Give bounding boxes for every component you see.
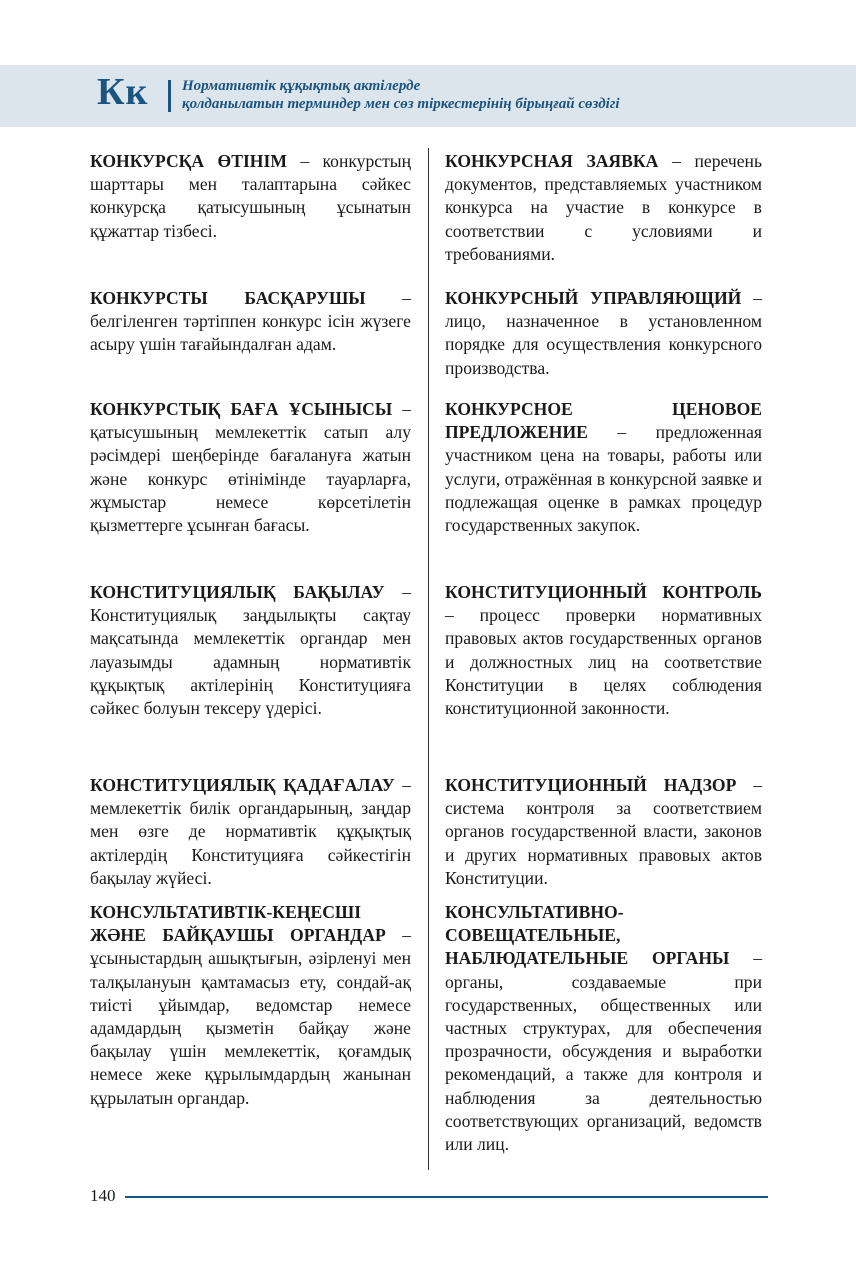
entry-definition: – процесс проверки нормативных правовых актов государственных органов и должностных лиц на соответствие Конституции в целях соблюдения конституционной законности. (445, 605, 762, 719)
dictionary-title-line-2: қолданылатын терминдер мен сөз тіркестерінің бірыңғай сөздігі (182, 96, 620, 112)
dictionary-title (182, 77, 620, 113)
entry-definition: – органы, создаваемые при государственных, общественных или частных структурах, для обеспечения прозрачности, обсуждения и выработки рекомендаций, а также для контроля и наблюдения за деятельностью соответствующих организаций, ведомств или лиц. (445, 948, 762, 1155)
entry-ru (445, 774, 762, 890)
entry-definition: – перечень документов, представляемых участником конкурса на участие в конкурсе в соответствии с условиями и требованиями. (445, 151, 762, 264)
header-separator (168, 80, 171, 112)
entry-definition: – ұсыныстардың ашықтығын, әзірленуі мен талқылануын қамтамасыз ету, сондай-ақ тиісті ұйымдар, ведомстар немесе адамдардың қызметін байқау және бақылау үшін мемлекеттік, қоғамдық немесе жеке құрылымдардың жанынан құрылатын органдар. (90, 925, 412, 1108)
entry-term: КОНКУРСТЫҚ БАҒА ҰСЫНЫСЫ (90, 399, 393, 419)
entry-kz (90, 398, 411, 537)
entry-kz (90, 774, 411, 890)
entry-term: КОНКУРСҚА ӨТІНІМ (90, 151, 287, 171)
entry-ru (445, 581, 762, 720)
entry-term: КОНКУРСНЫЙ УПРАВЛЯЮЩИЙ (445, 288, 742, 308)
entry-definition: – лицо, назначенное в установленном порядке для осуществления конкурсного производства. (445, 288, 762, 378)
entry-definition: – Конституциялық заңдылықты сақтау мақсатында мемлекеттік органдар мен лауазымды адамның нормативтік құқықтық актілерінің Конституцияға сәйкес болуын тексеру үдерісі. (90, 582, 411, 719)
entry-kz (90, 581, 411, 720)
page-number: 140 (90, 1186, 116, 1205)
entry-definition: – қатысушының мемлекеттік сатып алу рәсімдері шеңберінде бағалануға жатын және конкурс өтінімінде тауарларға, жұмыстар немесе көрсетілетін қызметтерге ұсынған бағасы. (90, 399, 411, 536)
entry-ru (445, 398, 762, 537)
entry-ru (445, 901, 762, 1156)
dictionary-title-line-1: Нормативтік құқықтық актілерде (182, 78, 421, 94)
column-divider (428, 148, 429, 1170)
entry-term: КОНСТИТУЦИОННЫЙ НАДЗОР (445, 775, 737, 795)
entry-term: КОНКУРСТЫ БАСҚАРУШЫ (90, 288, 366, 308)
entry-term: КОНКУРСНАЯ ЗАЯВКА (445, 151, 659, 171)
entry-definition: – конкурстың шарттары мен талаптарына сәйкес конкурсқа қатысушының ұсынатын құжаттар тізбесі. (90, 151, 411, 241)
entry-term: КОНСУЛЬТАТИВНО-СОВЕЩАТЕЛЬНЫЕ, НАБЛЮДАТЕЛЬНЫЕ ОРГАНЫ (445, 902, 730, 969)
entry-kz (90, 287, 411, 357)
entry-term: КОНСУЛЬТАТИВТІК-КЕҢЕСШІ ЖӘНЕ БАЙҚАУШЫ ОРГАНДАР (90, 902, 386, 946)
entry-kz (90, 150, 411, 243)
footer-rule (125, 1196, 768, 1198)
entry-term: КОНКУРСНОЕ ЦЕНОВОЕ ПРЕДЛОЖЕНИЕ (445, 399, 762, 443)
entry-term: КОНСТИТУЦИЯЛЫҚ ҚАДАҒАЛАУ (90, 775, 395, 795)
entry-term: КОНСТИТУЦИОННЫЙ КОНТРОЛЬ (445, 582, 762, 602)
entry-term: КОНСТИТУЦИЯЛЫҚ БАҚЫЛАУ (90, 582, 385, 602)
entry-definition: – мемлекеттік билік органдарының, заңдар мен өзге де нормативтік құқықтық актілердің Конституцияға сәйкестігін бақылау жүйесі. (90, 775, 411, 888)
entry-definition: – белгіленген тәртіппен конкурс ісін жүзеге асыру үшін тағайындалған адам. (90, 288, 411, 355)
entry-definition: – система контроля за соответствием органов государственной власти, законов и других нормативных правовых актов Конституции. (445, 775, 762, 888)
section-letter: Кк (97, 71, 149, 113)
entry-ru (445, 287, 762, 380)
entry-definition: – предложенная участником цена на товары, работы или услуги, отражённая в конкурсной заявке и подлежащая оценке в рамках процедур государственных закупок. (445, 422, 762, 536)
entry-ru (445, 150, 762, 266)
entry-kz (90, 901, 411, 1110)
